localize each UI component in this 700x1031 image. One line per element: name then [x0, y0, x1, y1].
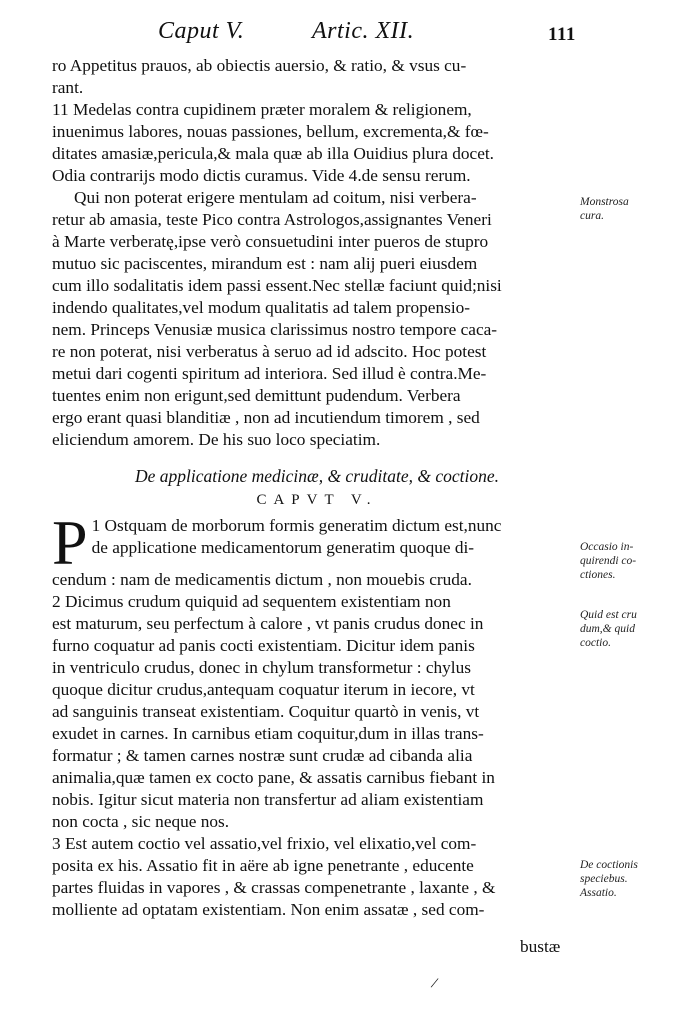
- text-line: inuenimus labores, nouas passiones, bellum, excrementa,& fœ-: [52, 122, 489, 141]
- margin-note: [580, 858, 638, 900]
- text-line: est maturum, seu perfectum à calore , vt panis crudus donec in: [52, 614, 484, 633]
- text-line: Qui non poterat erigere mentulam ad coitum, nisi verbera-: [74, 188, 477, 207]
- text-line: metui dari cogenti spiritum ad interiora. Sed illud è contra.Me-: [52, 364, 487, 383]
- margin-note: [580, 608, 637, 650]
- running-head-chapter: Caput V.: [158, 18, 245, 44]
- margin-note: [580, 540, 636, 582]
- chapter-heading: De applicatione medicinæ, & cruditate, & coctione.: [134, 466, 499, 486]
- running-head-article: Artic. XII.: [312, 18, 415, 44]
- margin-note-line: Monstrosa: [580, 196, 629, 208]
- catchword: bustæ: [520, 937, 561, 956]
- text-line: rant.: [52, 78, 84, 97]
- text-line: 3 Est autem coctio vel assatio,vel frixio, vel elixatio,vel com-: [52, 834, 477, 853]
- text-line: furno coquatur ad panis cocti existentiam. Dicitur idem panis: [52, 636, 475, 655]
- text-line: formatur ; & tamen carnes nostræ sunt crudæ ad cibanda alia: [52, 746, 473, 765]
- text-line: in ventriculo crudus, donec in chylum transformetur : chylus: [52, 658, 471, 677]
- text-line: mutuo sic paciscentes, mirandum est : nam alij pueri eiusdem: [52, 254, 478, 273]
- margin-note-line: De coctionis: [580, 859, 638, 871]
- text-line: exudet in carnes. In carnibus etiam coquitur,dum in illas trans-: [52, 724, 484, 743]
- text-line: molliente ad optatam existentiam. Non enim assatæ , sed com-: [52, 900, 485, 919]
- text-line: re non poterat, nisi verberatus à seruo ad id adscito. Hoc potest: [52, 342, 487, 361]
- margin-note-line: ctiones.: [580, 569, 616, 581]
- margin-note-line: dum,& quid: [580, 623, 635, 635]
- text-line: 1 Ostquam de morborum formis generatim dictum est,nunc: [91, 516, 502, 535]
- margin-note-line: speciebus.: [580, 873, 628, 885]
- text-line: à Marte verberatę,ipse verò consuetudini inter pueros de stupro: [52, 232, 489, 251]
- text-line: ergo erant quasi blanditiæ , non ad incutiendum timorem , sed: [52, 408, 480, 427]
- margin-note-line: Quid est cru: [580, 609, 637, 621]
- text-line: animalia,quæ tamen ex cocto pane, & assatis carnibus fiebant in: [52, 768, 495, 787]
- text-line: Odia contrarijs modo dictis curamus. Vide 4.de sensu rerum.: [52, 166, 471, 185]
- text-line: eliciendum amorem. De his suo loco speciatim.: [52, 430, 381, 449]
- text-line: posita ex his. Assatio fit in aëre ab igne penetrante , educente: [52, 856, 474, 875]
- text-line: ad sanguinis transeat existentiam. Coquitur quartò in venis, vt: [52, 702, 480, 721]
- text-line: quoque dicitur crudus,antequam coquatur iterum in iecore, vt: [52, 680, 475, 699]
- text-line: 11 Medelas contra cupidinem præter moralem & religionem,: [52, 100, 472, 119]
- text-line: partes fluidas in vapores , & crassas compenetrante , laxante , &: [52, 878, 496, 897]
- text-line: non cocta , sic neque nos.: [52, 812, 230, 831]
- margin-note-line: quirendi co-: [580, 555, 637, 567]
- text-line: cendum : nam de medicamentis dictum , non mouebis cruda.: [52, 570, 472, 589]
- margin-note-line: coctio.: [580, 637, 611, 649]
- margin-note-line: Assatio.: [580, 887, 617, 899]
- text-line: ro Appetitus prauos, ab obiectis auersio, & ratio, & vsus cu-: [52, 56, 467, 75]
- text-line: ditates amasiæ,pericula,& mala quæ ab illa Ouidius plura docet.: [52, 144, 494, 163]
- page-body: [52, 55, 582, 921]
- text-line: nem. Princeps Venusiæ musica clarissimus nostro tempore caca-: [52, 320, 498, 339]
- paragraph-1: [52, 507, 582, 591]
- chapter-title: CAPVT V.: [256, 492, 378, 508]
- text-line: de applicatione medicamentorum generatim quoque di-: [91, 538, 475, 557]
- margin-note: [580, 195, 629, 223]
- text-line: retur ab amasia, teste Pico contra Astrologos,assignantes Veneri: [52, 210, 492, 229]
- stray-mark: /: [429, 974, 440, 993]
- margin-note-line: Occasio in-: [580, 541, 634, 553]
- margin-note-line: cura.: [580, 210, 604, 222]
- page-number: 111: [548, 24, 576, 45]
- drop-cap: P: [52, 507, 88, 578]
- text-line: 2 Dicimus crudum quiquid ad sequentem existentiam non: [52, 592, 451, 611]
- text-line: cum illo sodalitatis idem passi essent.Nec stellæ faciunt quid;nisi: [52, 276, 502, 295]
- text-line: indendo qualitates,vel modum qualitatis ad talem propensio-: [52, 298, 471, 317]
- text-line: nobis. Igitur sicut materia non transfertur ad aliam existentiam: [52, 790, 484, 809]
- text-line: tuentes enim non erigunt,sed demittunt pudendum. Verbera: [52, 386, 461, 405]
